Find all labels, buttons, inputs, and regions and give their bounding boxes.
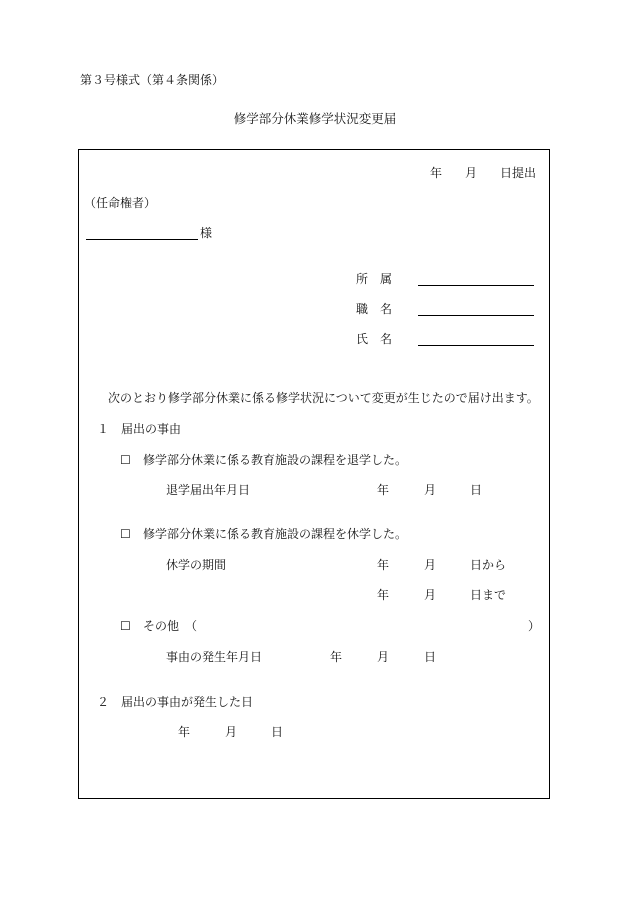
document-title: 修学部分休業修学状況変更届 (233, 111, 397, 126)
name-line[interactable] (418, 345, 534, 346)
withdraw-year: 年 (377, 483, 390, 497)
option-leave: 修学部分休業に係る教育施設の課程を休学した。 (143, 527, 408, 541)
event-year: 年 (178, 725, 191, 739)
section2-heading: ２ 届出の事由が発生した日 (97, 695, 254, 709)
addressee-honorific: 様 (200, 226, 213, 240)
withdraw-day: 日 (470, 483, 483, 497)
leave-from-year: 年 (377, 558, 390, 572)
leave-from-month: 月 (424, 558, 437, 572)
section1-heading: １ 届出の事由 (97, 422, 182, 436)
occurrence-day: 日 (424, 650, 437, 664)
leave-period-label: 休学の期間 (166, 558, 227, 572)
occurrence-year: 年 (330, 650, 343, 664)
checkbox-leave[interactable]: ☐ (120, 527, 131, 541)
position-line[interactable] (418, 315, 534, 316)
form-number: 第３号様式（第４条関係） (80, 73, 225, 87)
affiliation-line[interactable] (418, 285, 534, 286)
occurrence-month: 月 (377, 650, 390, 664)
checkbox-other[interactable]: ☐ (120, 619, 131, 633)
event-month: 月 (225, 725, 238, 739)
option-other-close: ） (528, 619, 541, 633)
name-label: 氏 名 (356, 332, 393, 346)
event-day: 日 (271, 725, 284, 739)
option-other: その他 （ (143, 619, 198, 633)
withdraw-date-label: 退学届出年月日 (166, 483, 251, 497)
leave-to-year: 年 (377, 588, 390, 602)
leave-to-month: 月 (424, 588, 437, 602)
submit-year: 年 (430, 166, 443, 180)
leave-from-day: 日から (470, 558, 507, 572)
affiliation-label: 所 属 (356, 272, 393, 286)
position-label: 職 名 (356, 302, 393, 316)
intro-text: 次のとおり修学部分休業に係る修学状況について変更が生じたので届け出ます。 (108, 391, 539, 405)
occurrence-date-label: 事由の発生年月日 (166, 650, 263, 664)
withdraw-month: 月 (424, 483, 437, 497)
submit-month: 月 (465, 166, 478, 180)
appointing-authority-label: （任命権者） (84, 196, 157, 210)
addressee-line[interactable] (86, 239, 198, 240)
leave-to-day: 日まで (470, 588, 507, 602)
checkbox-withdraw[interactable]: ☐ (120, 453, 131, 467)
option-withdraw: 修学部分休業に係る教育施設の課程を退学した。 (143, 453, 408, 467)
submit-day: 日提出 (500, 166, 537, 180)
